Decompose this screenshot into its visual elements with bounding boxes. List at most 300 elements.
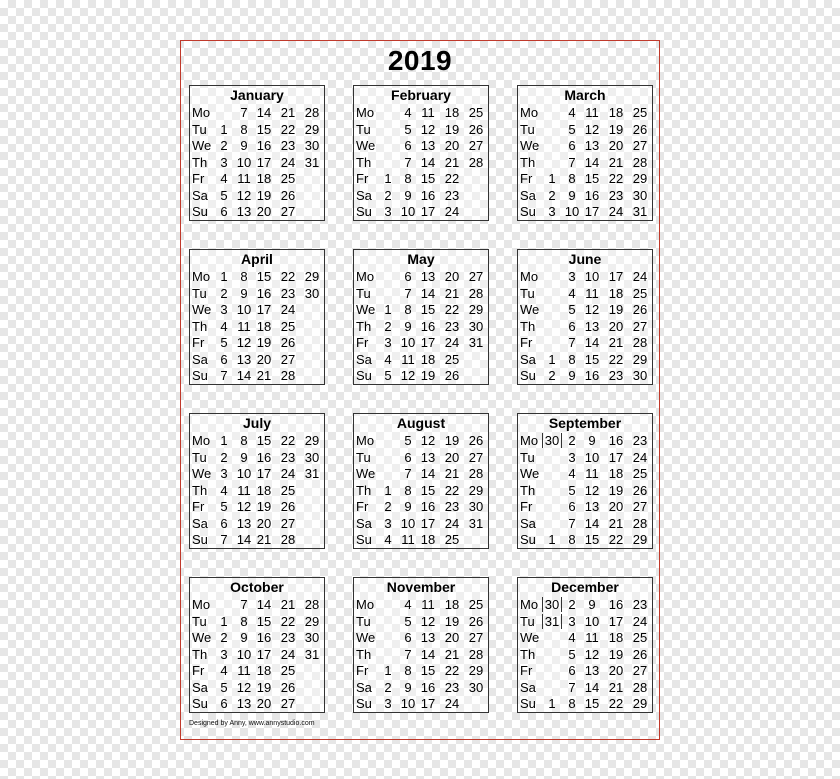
day-cell: 27 [468,138,484,153]
weekday-label: Tu [520,613,535,629]
day-cell: 14 [584,335,600,350]
day-cell: 24 [280,466,296,481]
day-cell: 13 [236,696,252,711]
day-cell: 11 [237,171,251,186]
day-cell: 3 [384,696,392,711]
day-cell: 20 [608,499,624,514]
day-cell: 24 [632,613,648,629]
day-cell: 3 [568,613,576,629]
day-cell: 19 [256,499,272,514]
day-cell: 9 [240,630,248,645]
day-cell: 26 [632,302,648,317]
day-cell: 23 [608,187,624,203]
weekday-row [354,352,488,368]
weekday-row [518,499,652,515]
weekday-row [354,302,488,318]
weekday-row [354,516,488,532]
weekday-row [518,532,652,548]
day-cell: 6 [404,630,412,645]
weekday-row [190,319,324,335]
day-cell: 25 [280,482,296,498]
weekday-label: Tu [356,285,371,301]
day-cell: 28 [468,285,484,301]
day-cell: 6 [404,138,412,153]
weekday-row [190,483,324,499]
month-january [189,85,325,221]
weekday-label: Mo [192,269,211,284]
day-cell: 9 [404,679,412,695]
day-cell: 14 [236,532,252,547]
weekday-label: Th [192,318,208,334]
day-cell: 12 [236,679,252,695]
day-cell: 12 [584,482,600,498]
day-cell: 27 [280,696,296,711]
day-cell: 2 [548,368,556,383]
weekday-row [190,696,324,712]
day-cell: 27 [280,351,296,367]
day-cell: 12 [584,121,600,137]
day-cell: 28 [468,154,484,170]
month-name: October [230,579,284,595]
month-may [353,249,489,385]
day-cell: 10 [584,449,600,465]
day-cell: 18 [420,351,436,367]
day-cell: 6 [220,515,228,531]
day-cell: 5 [404,121,412,137]
day-cell: 7 [568,335,576,350]
day-cell: 22 [608,171,624,186]
day-cell: 30 [542,433,562,448]
day-cell: 24 [632,269,648,284]
weekday-label: Sa [520,515,536,531]
weekday-label: Tu [520,121,535,137]
weekday-label: Tu [520,285,535,301]
day-cell: 10 [584,269,600,284]
day-cell: 5 [568,302,576,317]
day-cell: 18 [444,105,460,120]
weekday-row [190,630,324,646]
weekday-row [354,433,488,449]
day-cell: 27 [280,204,296,219]
day-cell: 29 [304,269,320,284]
day-cell: 3 [220,646,228,662]
day-cell: 10 [236,466,252,481]
weekday-row [190,335,324,351]
month-name: July [242,415,271,431]
day-cell: 26 [468,121,484,137]
weekday-row [518,630,652,646]
day-cell: 4 [404,105,412,120]
day-cell: 4 [220,318,228,334]
day-cell: 26 [632,646,648,662]
weekday-label: Sa [192,187,208,203]
day-cell: 21 [444,285,460,301]
weekday-row [190,499,324,515]
day-cell: 17 [420,335,436,350]
day-cell: 3 [384,515,392,531]
day-cell: 27 [632,663,648,678]
weekday-row [190,286,324,302]
day-cell: 13 [236,515,252,531]
month-name: March [564,87,606,103]
day-cell: 8 [404,171,412,186]
day-cell: 15 [584,532,600,547]
month-february [353,85,489,221]
weekday-row [518,433,652,449]
day-cell: 29 [632,171,648,186]
day-cell: 18 [420,532,436,547]
day-cell: 22 [444,482,460,498]
day-cell: 31 [304,466,320,481]
day-cell: 14 [256,105,272,120]
day-cell: 27 [632,318,648,334]
weekday-row [354,466,488,482]
day-cell: 30 [468,318,484,334]
day-cell: 31 [468,515,484,531]
day-cell: 3 [568,269,576,284]
day-cell: 6 [404,269,412,284]
day-cell: 15 [256,613,272,629]
day-cell: 15 [420,482,436,498]
weekday-row [190,663,324,679]
day-cell: 15 [584,171,600,186]
weekday-row [518,138,652,154]
weekday-row [354,319,488,335]
day-cell: 13 [420,138,436,153]
weekday-row [354,335,488,351]
day-cell: 26 [468,433,484,448]
day-cell: 23 [280,449,296,465]
day-cell: 11 [401,532,415,547]
day-cell: 19 [444,613,460,629]
day-cell: 7 [568,515,576,531]
day-cell: 6 [220,351,228,367]
day-cell: 27 [468,449,484,465]
day-cell: 12 [400,368,416,383]
weekday-label: We [192,302,212,317]
month-name: September [548,415,622,431]
day-cell: 26 [280,187,296,203]
weekday-label: Su [356,696,372,711]
day-cell: 14 [584,154,600,170]
day-cell: 15 [256,433,272,448]
day-cell: 7 [568,679,576,695]
day-cell: 6 [568,499,576,514]
day-cell: 3 [384,204,392,219]
day-cell: 17 [420,515,436,531]
weekday-label: Sa [192,351,208,367]
day-cell: 14 [584,679,600,695]
day-cell: 31 [304,154,320,170]
day-cell: 17 [608,449,624,465]
weekday-row [354,105,488,121]
weekday-row [354,663,488,679]
day-cell: 14 [236,368,252,383]
day-cell: 1 [548,171,556,186]
weekday-row [518,188,652,204]
day-cell: 10 [400,515,416,531]
day-cell: 4 [568,285,576,301]
weekday-label: Su [192,368,208,383]
day-cell: 17 [608,269,624,284]
month-july [189,413,325,549]
weekday-row [518,516,652,532]
weekday-label: Th [520,318,536,334]
day-cell: 31 [468,335,484,350]
day-cell: 7 [404,466,412,481]
day-cell: 22 [608,532,624,547]
weekday-row [190,188,324,204]
weekday-label: Su [192,532,208,547]
day-cell: 15 [256,121,272,137]
day-cell: 7 [220,532,228,547]
day-cell: 17 [584,204,600,219]
day-cell: 10 [400,335,416,350]
day-cell: 16 [420,499,436,514]
day-cell: 1 [220,269,228,284]
weekday-row [518,335,652,351]
day-cell: 27 [468,269,484,284]
day-cell: 29 [632,532,648,547]
weekday-label: Mo [356,269,375,284]
weekday-row [518,680,652,696]
day-cell: 21 [608,679,624,695]
day-cell: 2 [568,433,576,448]
day-cell: 21 [608,154,624,170]
day-cell: 1 [384,663,392,678]
weekday-label: Th [520,646,536,662]
day-cell: 16 [420,187,436,203]
day-cell: 24 [444,335,460,350]
day-cell: 21 [444,466,460,481]
weekday-row [190,122,324,138]
day-cell: 2 [384,679,392,695]
weekday-label: Fr [520,335,533,350]
weekday-row [518,155,652,171]
day-cell: 8 [404,302,412,317]
day-cell: 2 [220,138,228,153]
day-cell: 8 [404,663,412,678]
day-cell: 26 [280,499,296,514]
day-cell: 25 [632,105,648,120]
day-cell: 24 [444,696,460,711]
day-cell: 26 [280,335,296,350]
day-cell: 25 [280,663,296,678]
day-cell: 24 [280,154,296,170]
weekday-row [354,614,488,630]
day-cell: 29 [468,482,484,498]
day-cell: 23 [280,138,296,153]
day-cell: 21 [280,105,296,120]
month-name: December [551,579,619,595]
weekday-row [518,663,652,679]
weekday-row [190,105,324,121]
weekday-row [190,532,324,548]
day-cell: 16 [608,433,624,448]
day-cell: 23 [444,679,460,695]
month-april [189,249,325,385]
weekday-label: Th [520,482,536,498]
day-cell: 18 [256,482,272,498]
day-cell: 5 [220,679,228,695]
weekday-row [354,597,488,613]
weekday-row [354,122,488,138]
day-cell: 28 [632,515,648,531]
day-cell: 25 [632,466,648,481]
day-cell: 3 [220,154,228,170]
day-cell: 26 [632,482,648,498]
day-cell: 6 [404,449,412,465]
weekday-label: We [520,138,540,153]
day-cell: 24 [280,646,296,662]
day-cell: 23 [444,187,460,203]
day-cell: 13 [420,449,436,465]
day-cell: 7 [220,368,228,383]
weekday-label: Th [192,646,208,662]
weekday-label: Sa [356,187,372,203]
day-cell: 20 [256,515,272,531]
day-cell: 22 [444,171,460,186]
weekday-row [190,516,324,532]
day-cell: 11 [237,482,251,498]
weekday-label: Fr [356,499,369,514]
day-cell: 14 [584,515,600,531]
day-cell: 11 [585,630,599,645]
weekday-row [354,368,488,384]
day-cell: 9 [568,368,576,383]
weekday-label: Su [356,204,372,219]
weekday-row [518,302,652,318]
day-cell: 16 [256,630,272,645]
day-cell: 4 [220,663,228,678]
weekday-label: Th [356,646,372,662]
month-name: August [396,415,446,431]
day-cell: 13 [584,499,600,514]
day-cell: 24 [608,204,624,219]
day-cell: 15 [420,302,436,317]
day-cell: 22 [280,121,296,137]
day-cell: 7 [404,154,412,170]
day-cell: 4 [220,482,228,498]
day-cell: 23 [608,368,624,383]
day-cell: 2 [384,318,392,334]
weekday-label: Tu [356,449,371,465]
day-cell: 1 [548,696,556,711]
month-name: January [230,87,284,103]
weekday-row [190,368,324,384]
weekday-label: Su [520,696,536,711]
day-cell: 17 [608,613,624,629]
weekday-label: Su [356,532,372,547]
weekday-label: Tu [192,285,207,301]
weekday-label: Mo [192,597,211,612]
weekday-label: Fr [520,663,533,678]
weekday-label: Sa [192,679,208,695]
day-cell: 21 [256,368,272,383]
day-cell: 27 [632,499,648,514]
day-cell: 3 [220,302,228,317]
weekday-row [518,105,652,121]
weekday-row [518,269,652,285]
month-november [353,577,489,713]
day-cell: 14 [420,154,436,170]
weekday-label: Mo [356,433,375,448]
month-name: May [407,251,435,267]
day-cell: 20 [608,138,624,153]
weekday-label: Mo [520,433,539,448]
day-cell: 30 [304,449,320,465]
day-cell: 24 [444,515,460,531]
day-cell: 18 [256,318,272,334]
day-cell: 5 [568,646,576,662]
day-cell: 18 [608,630,624,645]
day-cell: 8 [240,613,248,629]
weekday-label: Mo [192,433,211,448]
day-cell: 23 [444,318,460,334]
weekday-row [190,269,324,285]
day-cell: 6 [220,696,228,711]
weekday-row [518,614,652,630]
day-cell: 29 [632,696,648,711]
day-cell: 22 [280,613,296,629]
day-cell: 10 [236,646,252,662]
day-cell: 7 [240,597,248,612]
day-cell: 25 [280,171,296,186]
day-cell: 18 [608,466,624,481]
weekday-row [354,269,488,285]
weekday-row [518,352,652,368]
day-cell: 19 [608,302,624,317]
weekday-label: Fr [192,499,205,514]
weekday-row [354,188,488,204]
month-name: November [386,579,456,595]
day-cell: 16 [608,597,624,612]
day-cell: 9 [588,433,596,448]
day-cell: 30 [304,285,320,301]
weekday-row [354,532,488,548]
day-cell: 14 [420,466,436,481]
weekday-row [190,138,324,154]
day-cell: 29 [468,302,484,317]
day-cell: 20 [444,449,460,465]
weekday-row [190,302,324,318]
weekday-row [518,204,652,220]
day-cell: 2 [384,499,392,514]
day-cell: 5 [220,335,228,350]
day-cell: 16 [420,679,436,695]
weekday-label: Th [356,154,372,170]
day-cell: 12 [584,646,600,662]
day-cell: 2 [548,187,556,203]
day-cell: 9 [404,187,412,203]
day-cell: 30 [304,630,320,645]
weekday-label: Fr [356,171,369,186]
day-cell: 19 [608,121,624,137]
day-cell: 10 [400,204,416,219]
day-cell: 10 [564,204,580,219]
day-cell: 5 [568,482,576,498]
weekday-row [518,450,652,466]
day-cell: 18 [608,105,624,120]
day-cell: 30 [632,187,648,203]
day-cell: 19 [256,335,272,350]
day-cell: 27 [280,515,296,531]
weekday-label: Sa [192,515,208,531]
day-cell: 24 [632,449,648,465]
day-cell: 5 [404,613,412,629]
day-cell: 12 [420,121,436,137]
day-cell: 7 [404,646,412,662]
